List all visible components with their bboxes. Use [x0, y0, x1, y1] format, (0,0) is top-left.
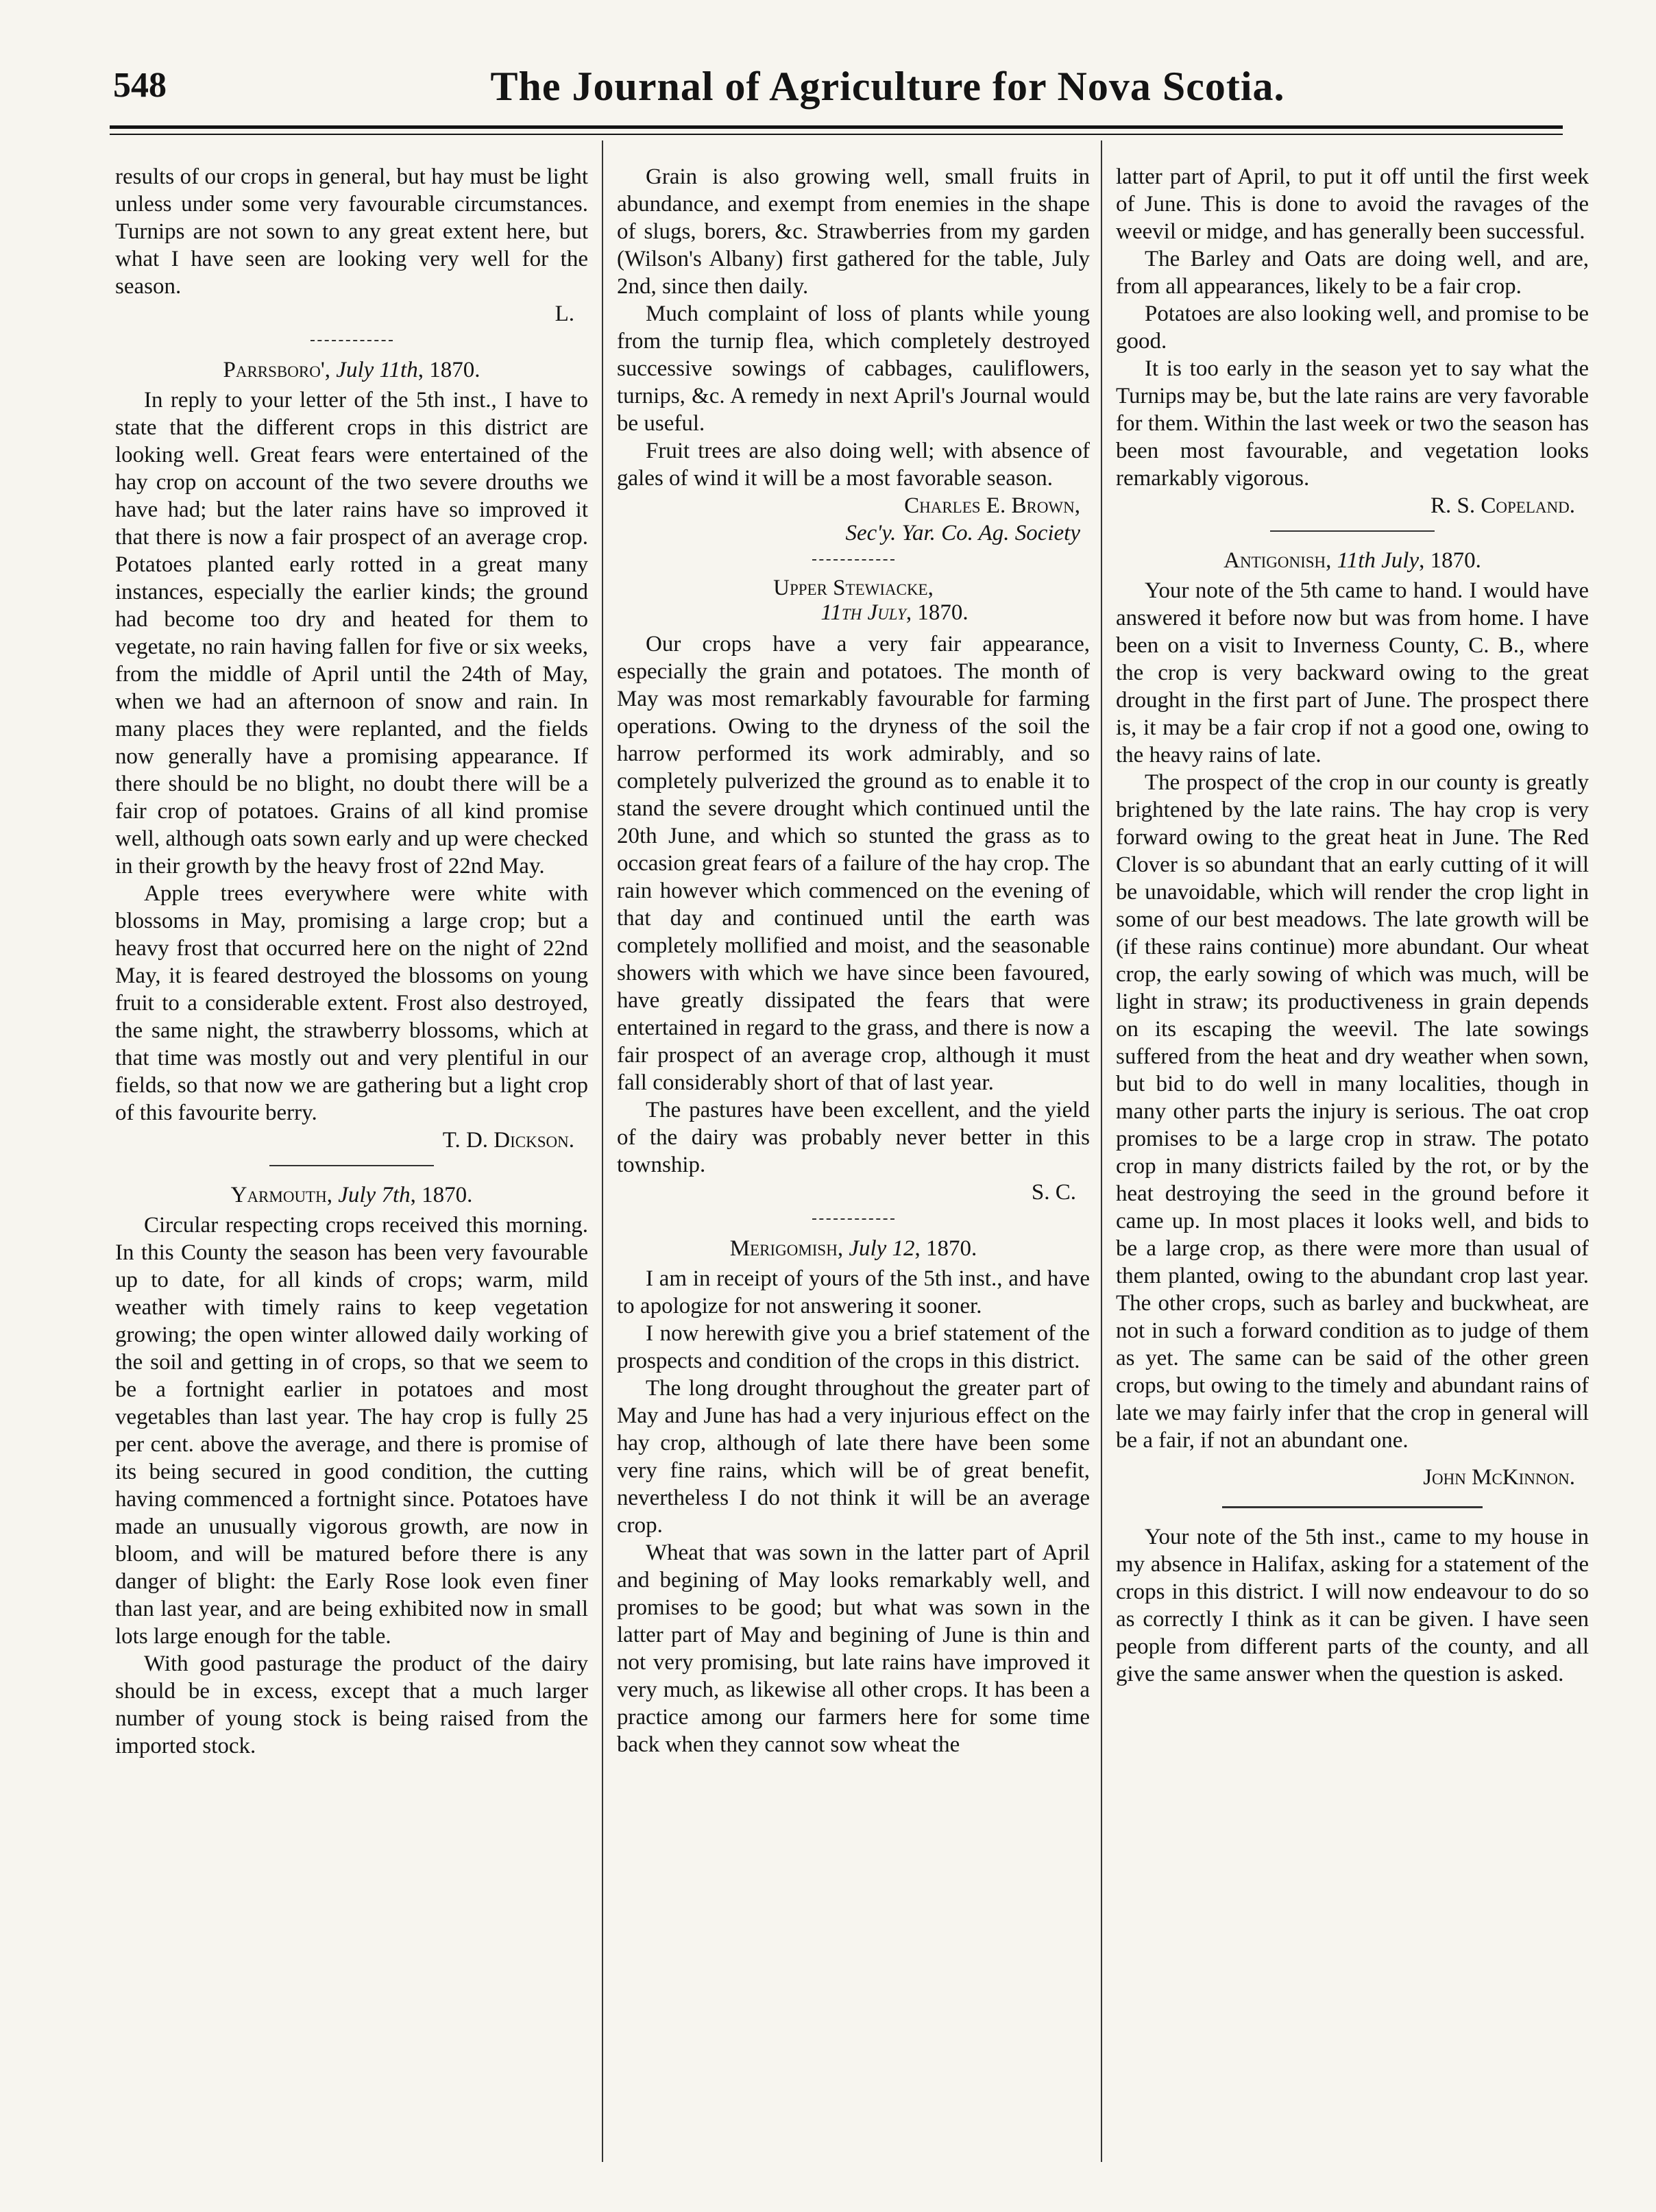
paragraph: Much complaint of loss of plants while young from the turnip flea, which completely destroyed successive sowings of cabbages, cauliflowers, turnips, &c. A remedy in next April's Journal would be useful. [617, 302, 1090, 436]
paragraph: Our crops have a very fair appearance, especially the grain and potatoes. The month of May was most remarkably favourable for farming operations. Owing to the dryness of the soil the harrow performed its work admirably, and so completely pulverized the ground as to enable it to stand the severe drought which continued until the 20th June, and which so stunted the grass as to occasion great fears of a failure of the hay crop. The rain however which commenced on the evening of that day and continued until the earth was completely mollified and moist, and the seasonable showers with which we have since been favoured, have greatly dissipated the fears that were entertained in regard to the grass, and there is now a fair prospect of an average crop, although it must fall considerably short of that of last year. [617, 632, 1090, 1095]
dateline-antigonish: Antigonish, 11th July, 1870. [1223, 548, 1481, 573]
paragraph: Potatoes are also looking well, and promise to be good. [1116, 302, 1589, 354]
paragraph: latter part of April, to put it off until the first week of June. This is done to avoid the ravages of the weevil or midge, and has generally been successful. [1116, 164, 1589, 244]
paragraph: Your note of the 5th came to hand. I would have answered it before now but was from home. I have been on a visit to Inverness County, C. B., where the crop is very backward owing to the great drought in the first part of June. The prospect there is, it may be a fair crop if not a good one, owing to the heavy rains of late. [1116, 578, 1589, 767]
column-3 [1116, 163, 1589, 2171]
paragraph: Wheat that was sown in the latter part of April and begining of May looks remarkably well, and promises to be good; but what was sown in the latter part of May and begining of June is thin and not very promising, but late rains have improved it very much, as likewise all other crops. It has been a practice among our farmers here for some time back when they cannot sow wheat the [617, 1540, 1090, 1757]
column-2 [617, 163, 1090, 2171]
page-number: 548 [113, 66, 167, 105]
section-rule [310, 340, 393, 341]
section-rule [1270, 530, 1435, 532]
paragraph: It is too early in the season yet to say what the Turnips may be, but the late rains are very favorable for them. Within the last week or two the season has been most favourable, and vegetation looks remarkably vigorous. [1116, 356, 1589, 491]
paragraph: I am in receipt of yours of the 5th inst., and have to apologize for not answering it sooner. [617, 1266, 1090, 1318]
dateline-upper-stewiacke: Upper Stewiacke, 11th July, 1870. [773, 576, 969, 625]
signature: R. S. Copeland. [1430, 493, 1575, 518]
section-rule [1222, 1506, 1483, 1508]
paragraph: I now herewith give you a brief statement of the prospects and condition of the crops in this district. [617, 1321, 1090, 1373]
header-rule [110, 125, 1563, 135]
section-rule [812, 1218, 894, 1220]
paragraph: The pastures have been excellent, and the yield of the dairy was probably never better in this township. [617, 1098, 1090, 1177]
dateline-parrsboro: Parrsboro', July 11th, 1870. [223, 358, 480, 382]
signature-title: Sec'y. Yar. Co. Ag. Society [845, 521, 1080, 545]
paragraph: The prospect of the crop in our county is greatly brightened by the late rains. The hay crop is very forward owing to the great heat in June. The Red Clover is so abundant that an early cutting of it will be unavoidable, which will render the crop light in some of our best meadows. The late growth will be (if these rains continue) more abundant. Our wheat crop, the early sowing of which was much, will be light in straw; its productiveness in grain depends on its escaping the weevil. The late sowings suffered from the heat and dry weather when sown, but bid to do well in many localities, though in many other parts the injury is serious. The oat crop promises to be a large crop in straw. The potato crop in many districts failed by the rot, or by the heat destroying the seed in the ground before it came up. In most places it looks well, and bids to be a large crop, as there were more than usual of them planted, owing to the abundant crop last year. The other crops, such as barley and buckwheat, are not in such a forward condition as to judge of them as yet. The same can be said of the other green crops, but owing to the timely and abundant rains of late we may fairly infer that the crop in general will be a fair, if not an abundant one. [1116, 770, 1589, 1453]
paragraph: results of our crops in general, but hay must be light unless under some very favourable circumstances. Turnips are not sown to any great extent here, but what I have seen are looking very well for the season. [115, 164, 588, 299]
column-divider [1101, 140, 1102, 2162]
column-divider [602, 140, 603, 2162]
section-rule [269, 1165, 434, 1166]
paragraph: Apple trees everywhere were white with blossoms in May, promising a large crop; but a heavy frost that occurred here on the night of 22nd May, it is feared destroyed the blossoms on young fruit to a considerable extent. Frost also destroyed, the same night, the strawberry blossoms, which at that time was mostly out and very plentiful in our fields, so that now we are gathering but a light crop of this favourite berry. [115, 881, 588, 1125]
paragraph: The Barley and Oats are doing well, and are, from all appearances, likely to be a fair crop. [1116, 247, 1589, 299]
paragraph: Your note of the 5th inst., came to my house in my absence in Halifax, asking for a statement of the crops in this district. I will now endeavour to do so as correctly I think as it can be given. I have seen people from different parts of the county, and all give the same answer when the question is asked. [1116, 1525, 1589, 1686]
paragraph: In reply to your letter of the 5th inst., I have to state that the different crops in this district are looking well. Great fears were entertained of the hay crop on account of the two severe drouths we have had; but the later rains have so improved it that there is now a fair prospect of an average crop. Potatoes planted early rotted in a great many instances, especially the earlier kinds; the ground had become too dry and heated for them to vegetate, no rain having fallen for five or six weeks, from the middle of April until the 24th of May, when we had an afternoon of snow and rain. In many places they were replanted, and the fields now generally have a promising appearance. If there should be no blight, no doubt there will be a fair crop of potatoes. Grains of all kind promise well, although oats sown early and up were checked in their growth by the heavy frost of 22nd May. [115, 388, 588, 878]
journal-title: The Journal of Agriculture for Nova Scotia. [490, 64, 1285, 109]
paragraph: Circular respecting crops received this morning. In this County the season has been very favourable up to date, for all kinds of crops; warm, mild weather with timely rains to keep vegetation growing; the open winter allowed daily working of the soil and getting in of crops, so that we seem to be a fortnight earlier in potatoes and most vegetables than last year. The hay crop is fully 25 per cent. above the average, and there is promise of its being secured in good condition, the cutting having commenced a fortnight since. Potatoes have made an unusually vigorous growth, are now in bloom, and will be matured before there is any danger of blight: the Early Rose look even finer than last year, and are being exhibited now in small lots large enough for the table. [115, 1213, 588, 1649]
dateline-yarmouth: Yarmouth, July 7th, 1870. [230, 1183, 473, 1207]
paragraph: With good pasturage the product of the dairy should be in excess, except that a much larger number of young stock is being raised from the imported stock. [115, 1651, 588, 1758]
column-1 [115, 163, 588, 2171]
paragraph: The long drought throughout the greater part of May and June has had a very injurious effect on the hay crop, although of late there have been some very fine rains, which will be of great benefit, nevertheless I do not think it will be an average crop. [617, 1376, 1090, 1538]
paragraph: Grain is also growing well, small fruits in abundance, and exempt from enemies in the shape of slugs, borers, &c. Strawberries from my garden (Wilson's Albany) first gathered for the table, July 2nd, since then daily. [617, 164, 1090, 299]
signature: T. D. Dickson. [442, 1128, 574, 1153]
signature: L. [555, 302, 574, 326]
signature: Charles E. Brown, [904, 493, 1080, 518]
signature: S. C. [1031, 1180, 1076, 1205]
section-rule [812, 559, 894, 561]
signature: John McKinnon. [1423, 1465, 1575, 1490]
paragraph: Fruit trees are also doing well; with absence of gales of wind it will be a most favorable season. [617, 439, 1090, 491]
dateline-merigomish: Merigomish, July 12, 1870. [729, 1236, 977, 1261]
